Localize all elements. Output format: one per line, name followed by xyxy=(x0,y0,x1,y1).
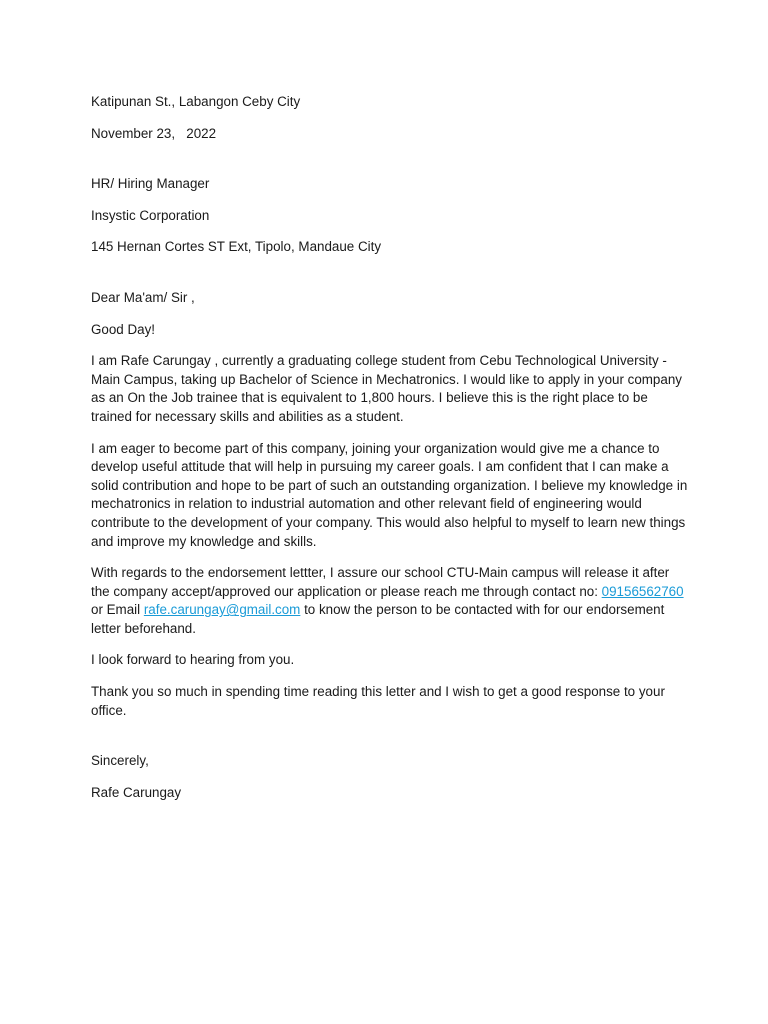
recipient-title: HR/ Hiring Manager xyxy=(91,176,210,192)
salutation: Dear Ma'am/ Sir , xyxy=(91,289,195,305)
letter-date: November 23, 2022 xyxy=(91,125,217,141)
paragraph-look-forward: I look forward to hearing from you. xyxy=(91,652,295,668)
sender-address: Katipunan St., Labangon Ceby City xyxy=(91,94,301,109)
paragraph-motivation: I am eager to become part of this company, joining your organization would give me a chance to develop useful attitude that will help in pursuing my career goals. I am confident that I can make a solid contribution and hope to be part of such an outstanding organization. I believe my knowledge in mechatronics in relation to industrial automation and other relevant field of engineering would contribute to the development of your company. This would also helpful to myself to learn new things and improve my knowledge and skills. xyxy=(91,440,688,549)
letter-body xyxy=(91,93,691,815)
greeting: Good Day! xyxy=(91,321,156,337)
recipient-address: 145 Hernan Cortes ST Ext, Tipolo, Mandaue City xyxy=(91,239,382,255)
phone-link[interactable]: 09156562760 xyxy=(601,583,684,599)
paragraph-thanks: Thank you so much in spending time reading this letter and I wish to get a good response to your office. xyxy=(91,684,665,718)
paragraph-endorsement xyxy=(91,564,691,638)
recipient-company: Insystic Corporation xyxy=(91,207,210,223)
endorsement-text-after: to know the person to be contacted with for our endorsement letter beforehand. xyxy=(91,602,665,636)
endorsement-text-middle: or Email xyxy=(91,602,144,618)
signature-name: Rafe Carungay xyxy=(91,784,182,800)
endorsement-text-before: With regards to the endorsement lettter, I assure our school CTU-Main campus will release it after the company accept/approved our application or please reach me through contact no: xyxy=(91,565,670,599)
email-link[interactable]: rafe.carungay@gmail.com xyxy=(143,602,301,618)
paragraph-intro: I am Rafe Carungay , currently a graduating college student from Cebu Technological University - Main Campus, taking up Bachelor of Science in Mechatronics. I would like to apply in your company as an On the Job trainee that is equivalent to 1,800 hours. I believe this is the right place to be trained for necessary skills and abilities as a student. xyxy=(91,353,682,424)
closing: Sincerely, xyxy=(91,753,149,769)
